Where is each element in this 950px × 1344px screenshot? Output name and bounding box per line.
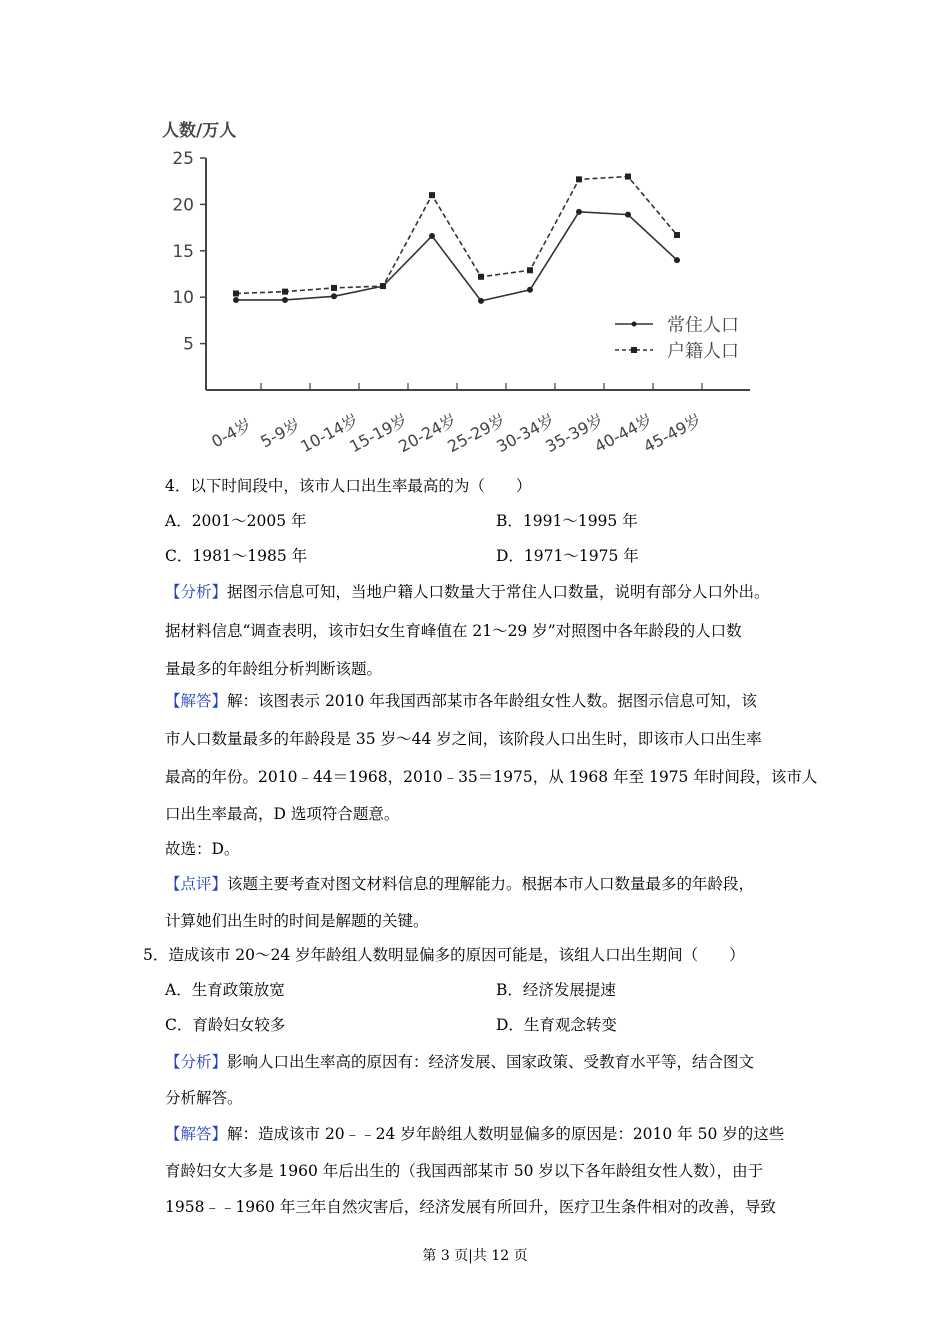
q4-choice: 故选：D。: [165, 840, 240, 858]
y-axis-label: 人数/万人: [162, 121, 237, 141]
q5-answer-line-1: 【解答】解：造成该市 20﹣﹣24 岁年龄组人数明显偏多的原因是：2010 年 50 岁的这些: [165, 1125, 785, 1143]
analysis-tag: 【分析】: [165, 583, 228, 601]
x-tick-label: 15-19岁: [346, 410, 411, 457]
chart-canvas: [160, 110, 780, 460]
svg-text:常住人口: 常住人口: [667, 315, 739, 336]
q5-answer-line-3: 1958﹣﹣1960 年三年自然灾害后，经济发展有所回升，医疗卫生条件相对的改善，导致: [165, 1198, 776, 1216]
x-tick-label: 10-14岁: [297, 410, 362, 457]
x-tick-label: 40-44岁: [591, 410, 656, 457]
q4-option-d: D．1971～1975 年: [496, 547, 639, 565]
x-tick-label: 0-4岁: [208, 414, 255, 452]
q4-stem: 4．以下时间段中，该市人口出生率最高的为（ ）: [165, 477, 532, 495]
svg-text:10: 10: [172, 288, 194, 309]
q4-answer-line-2: 市人口数量最多的年龄段是 35 岁～44 岁之间，该阶段人口出生时，即该市人口出生率: [165, 730, 762, 748]
analysis-tag: 【分析】: [165, 1053, 228, 1071]
x-tick-label: 35-39岁: [542, 410, 607, 457]
q5-option-a: A．生育政策放宽: [165, 981, 285, 999]
svg-text:户籍人口: 户籍人口: [667, 341, 739, 362]
q4-answer-line-3: 最高的年份。2010﹣44＝1968，2010﹣35＝1975，从 1968 年至 1975 年时间段，该市人: [165, 768, 818, 786]
q5-option-d: D．生育观念转变: [496, 1016, 617, 1034]
q5-analysis-line-1: 【分析】影响人口出生率高的原因有：经济发展、国家政策、受教育水平等，结合图文: [165, 1053, 755, 1071]
answer-tag: 【解答】: [165, 692, 228, 710]
svg-text:20: 20: [172, 195, 194, 216]
q5-analysis-line-2: 分析解答。: [165, 1089, 243, 1107]
q5-option-c: C．育龄妇女较多: [165, 1016, 286, 1034]
q5-stem: 5．造成该市 20～24 岁年龄组人数明显偏多的原因可能是，该组人口出生期间（ ）: [143, 946, 745, 964]
q4-answer-line-1: 【解答】解：该图表示 2010 年我国西部某市各年龄组女性人数。据图示信息可知，该: [165, 692, 757, 710]
x-tick-label: 5-9岁: [257, 414, 304, 452]
page-footer: 第 3 页|共 12 页: [422, 1248, 528, 1264]
q4-analysis-line-2: 据材料信息“调查表明，该市妇女生育峰值在 21～29 岁”对照图中各年龄段的人口数: [165, 622, 742, 640]
x-tick-label: 25-29岁: [444, 410, 509, 457]
svg-text:15: 15: [172, 241, 194, 262]
svg-text:25: 25: [172, 149, 194, 169]
q4-analysis-line-3: 量最多的年龄组分析判断该题。: [165, 660, 383, 678]
q4-comment-line-2: 计算她们出生时的时间是解题的关键。: [165, 912, 429, 930]
q5-option-b: B．经济发展提速: [496, 981, 616, 999]
answer-tag: 【解答】: [165, 1125, 228, 1143]
comment-tag: 【点评】: [165, 875, 228, 893]
population-line-chart: [160, 110, 780, 460]
x-tick-label: 20-24岁: [395, 410, 460, 457]
q4-option-b: B．1991～1995 年: [496, 512, 638, 530]
svg-text:5: 5: [183, 334, 194, 355]
q5-answer-line-2: 育龄妇女大多是 1960 年后出生的（我国西部某市 50 岁以下各年龄组女性人数），由于: [165, 1162, 764, 1180]
q4-answer-line-4: 口出生率最高，D 选项符合题意。: [165, 805, 400, 823]
q4-analysis-line-1: 【分析】据图示信息可知，当地户籍人口数量大于常住人口数量，说明有部分人口外出。: [165, 583, 770, 601]
q4-option-c: C．1981～1985 年: [165, 547, 308, 565]
x-tick-label: 45-49岁: [640, 410, 705, 457]
x-tick-label: 30-34岁: [493, 410, 558, 457]
q4-option-a: A．2001～2005 年: [165, 512, 307, 530]
q4-comment-line-1: 【点评】该题主要考查对图文材料信息的理解能力。根据本市人口数量最多的年龄段，: [165, 875, 755, 893]
